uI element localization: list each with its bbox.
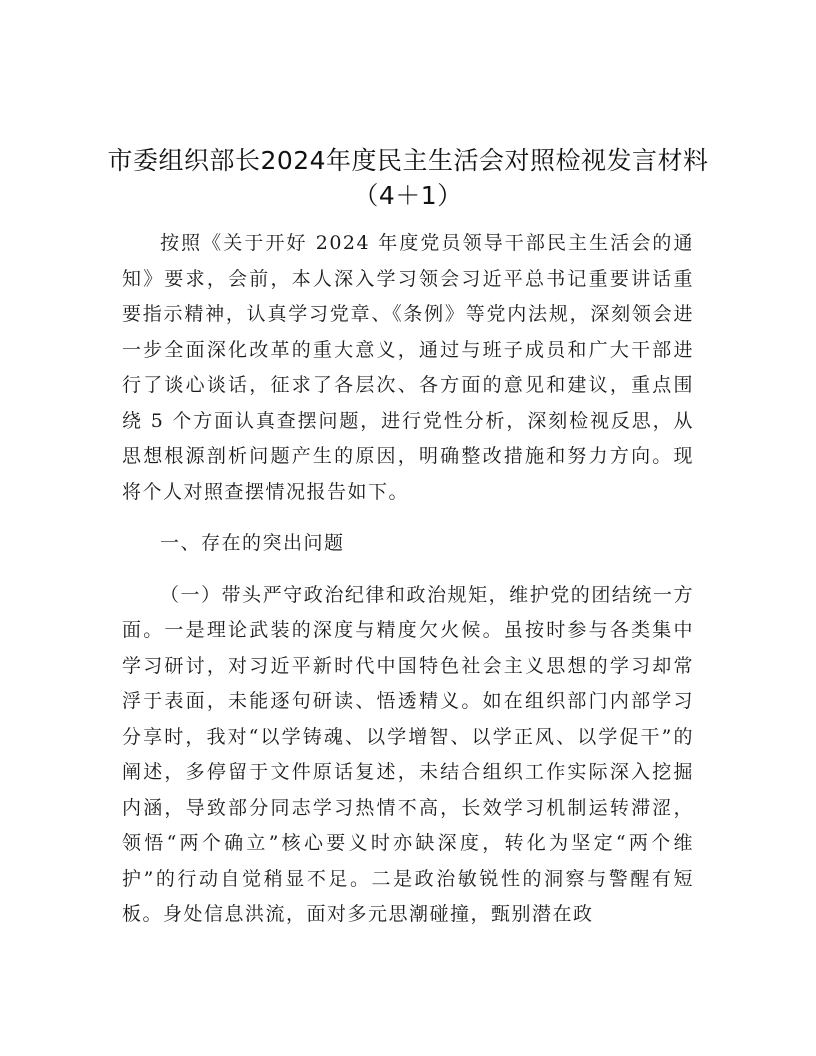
document-body <box>122 226 694 933</box>
document-title: 市委组织部长2024年度民主生活会对照检视发言材料（4＋1） <box>107 146 709 210</box>
section-paragraph: （一）带头严守政治纪律和政治规矩，维护党的团结统一方面。一是理论武装的深度与精度欠火候。虽按时参与各类集中学习研讨，对习近平新时代中国特色社会主义思想的学习却常浮于表面，未能逐句研读、悟透精义。如在组织部门内部学习分享时，我对“以学铸魂、以学增智、以学正风、以学促干”的阐述，多停留于文件原话复述，未结合组织工作实际深入挖掘内涵，导致部分同志学习热情不高，长效学习机制运转滞涩，领悟“两个确立”核心要义时亦缺深度，转化为坚定“两个维护”的行动自觉稍显不足。二是政治敏锐性的洞察与警醒有短板。身处信息洪流，面对多元思潮碰撞，甄别潜在政 <box>122 583 694 925</box>
intro-paragraph: 按照《关于开好 2024 年度党员领导干部民主生活会的通知》要求，会前，本人深入学习领会习近平总书记重要讲话重要指示精神，认真学习党章、《条例》等党内法规，深刻领会进一步全面深化改革的重大意义，通过与班子成员和广大干部进行了谈心谈话，征求了各层次、各方面的意见和建议，重点围绕 5 个方面认真查摆问题，进行党性分析，深刻检视反思，从思想根源剖析问题产生的原因，明确整改措施和努力方向。现将个人对照查摆情况报告如下。 <box>122 232 694 503</box>
section-heading: 一、存在的突出问题 <box>160 532 345 554</box>
